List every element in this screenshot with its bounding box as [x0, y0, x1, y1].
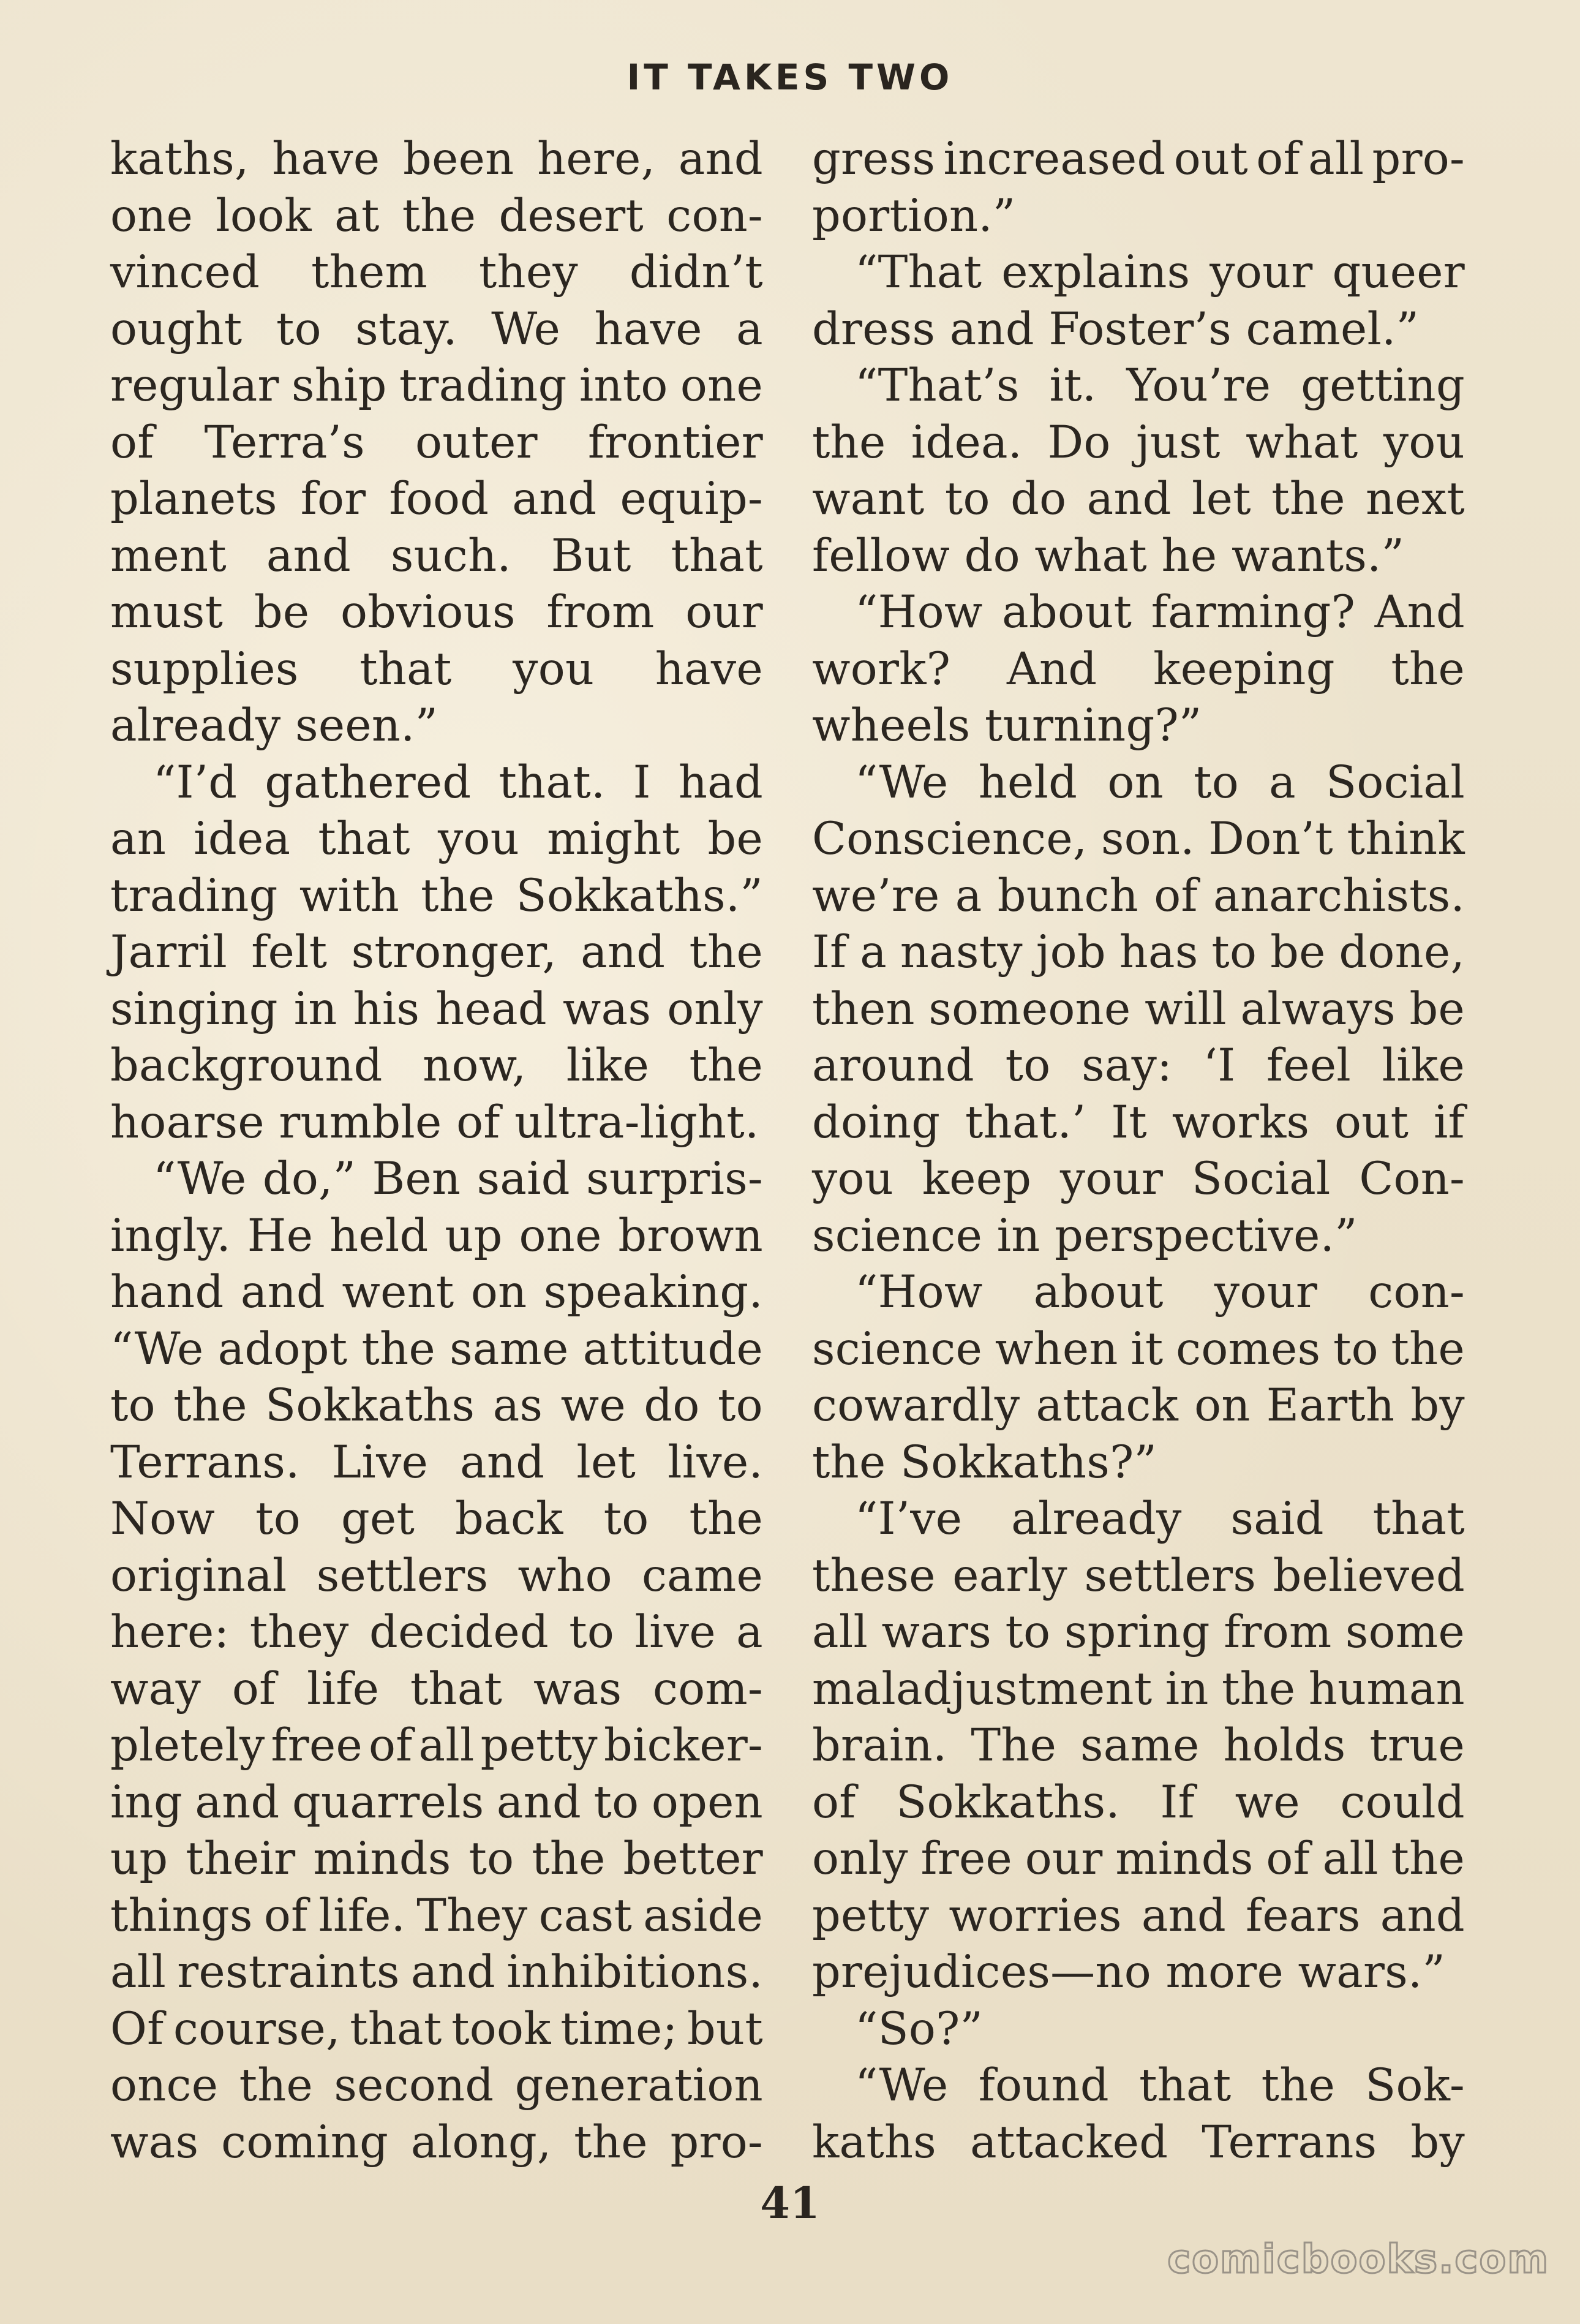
text-line: cowardly attack on Earth by: [812, 1379, 1465, 1432]
text-line: the Sokkaths?”: [812, 1436, 1157, 1488]
text-line: “We do,” Ben said surpris-: [153, 1153, 763, 1205]
text-line: “I’ve already said that: [855, 1493, 1465, 1545]
text-line: fellow do what he wants.”: [812, 529, 1405, 582]
text-line: we’re a bunch of anarchists.: [812, 869, 1465, 922]
text-line: vinced them they didn’t: [110, 246, 763, 298]
text-line: brain. The same holds true: [812, 1719, 1465, 1771]
text-line: “I’d gathered that. I had: [153, 756, 763, 809]
text-line: portion.”: [812, 189, 1016, 242]
text-line: then someone will always be: [812, 983, 1465, 1035]
text-line: kaths, have been here, and: [110, 133, 763, 185]
text-line: pletely free of all petty bicker-: [110, 1719, 763, 1771]
text-line: Terrans. Live and let live.: [110, 1436, 763, 1488]
text-line: singing in his head was only: [110, 983, 763, 1035]
text-line: If a nasty job has to be done,: [812, 926, 1465, 978]
text-line: hand and went on speaking.: [110, 1266, 763, 1318]
running-head: IT TAKES TWO: [626, 56, 954, 98]
text-line: way of life that was com-: [110, 1662, 763, 1715]
text-line: was coming along, the pro-: [110, 2116, 763, 2168]
text-line: you keep your Social Con-: [812, 1153, 1465, 1205]
text-line: ing and quarrels and to open: [110, 1776, 763, 1828]
page-number: 41: [760, 2178, 820, 2228]
text-line: hoarse rumble of ultra-light.: [110, 1096, 759, 1149]
text-line: “We adopt the same attitude: [110, 1322, 763, 1375]
text-line: only free our minds of all the: [812, 1833, 1465, 1885]
text-line: gress increased out of all pro-: [812, 133, 1465, 185]
text-line: kaths attacked Terrans by: [812, 2116, 1465, 2168]
text-line: planets for food and equip-: [110, 473, 763, 525]
text-line: “We found that the Sok-: [855, 2059, 1465, 2111]
text-line: Jarril felt stronger, and the: [110, 926, 763, 978]
text-line: things of life. They cast aside: [110, 1889, 763, 1942]
text-line: “That explains your queer: [855, 246, 1465, 298]
text-line: wheels turning?”: [812, 700, 1202, 752]
text-line: want to do and let the next: [812, 473, 1465, 525]
text-line: all wars to spring from some: [812, 1606, 1465, 1658]
text-line: maladjustment in the human: [812, 1662, 1465, 1715]
text-line: “How about your con-: [855, 1266, 1465, 1318]
left-text-column: [110, 131, 763, 2171]
text-line: all restraints and inhibitions.: [110, 1946, 763, 1998]
text-line: “So?”: [855, 2002, 984, 2055]
text-line: around to say: ‘I feel like: [812, 1039, 1465, 1092]
text-line: ought to stay. We have a: [110, 303, 763, 355]
text-line: petty worries and fears and: [812, 1889, 1465, 1942]
text-line: must be obvious from our: [110, 586, 763, 638]
text-line: science when it comes to the: [812, 1322, 1465, 1375]
text-line: of Sokkaths. If we could: [812, 1776, 1465, 1828]
text-line: Conscience, son. Don’t think: [812, 813, 1465, 865]
text-line: already seen.”: [110, 700, 438, 752]
text-line: up their minds to the better: [110, 1833, 763, 1885]
right-text-column: [812, 131, 1465, 2171]
text-line: once the second generation: [110, 2059, 763, 2111]
text-line: Of course, that took time; but: [110, 2002, 763, 2055]
text-line: “That’s it. You’re getting: [855, 360, 1465, 412]
text-line: science in perspective.”: [812, 1209, 1358, 1262]
text-line: “How about farming? And: [855, 586, 1465, 638]
text-line: trading with the Sokkaths.”: [110, 869, 763, 922]
text-line: to the Sokkaths as we do to: [110, 1379, 763, 1432]
text-line: one look at the desert con-: [110, 189, 763, 242]
text-line: ingly. He held up one brown: [110, 1209, 763, 1262]
text-line: these early settlers believed: [812, 1549, 1465, 1602]
text-line: ment and such. But that: [110, 529, 763, 582]
text-line: work? And keeping the: [812, 643, 1465, 695]
text-line: Now to get back to the: [110, 1493, 763, 1545]
text-line: background now, like the: [110, 1039, 763, 1092]
text-line: here: they decided to live a: [110, 1606, 763, 1658]
text-line: doing that.’ It works out if: [812, 1096, 1465, 1149]
watermark: comicbooks.com: [1167, 2237, 1549, 2282]
text-line: prejudices—no more wars.”: [812, 1946, 1446, 1998]
text-line: original settlers who came: [110, 1549, 763, 1602]
text-line: an idea that you might be: [110, 813, 763, 865]
text-line: dress and Foster’s camel.”: [812, 303, 1420, 355]
text-line: “We held on to a Social: [855, 756, 1465, 809]
text-line: supplies that you have: [110, 643, 763, 695]
text-line: the idea. Do just what you: [812, 416, 1465, 469]
text-line: of Terra’s outer frontier: [110, 416, 763, 469]
text-line: regular ship trading into one: [110, 360, 763, 412]
